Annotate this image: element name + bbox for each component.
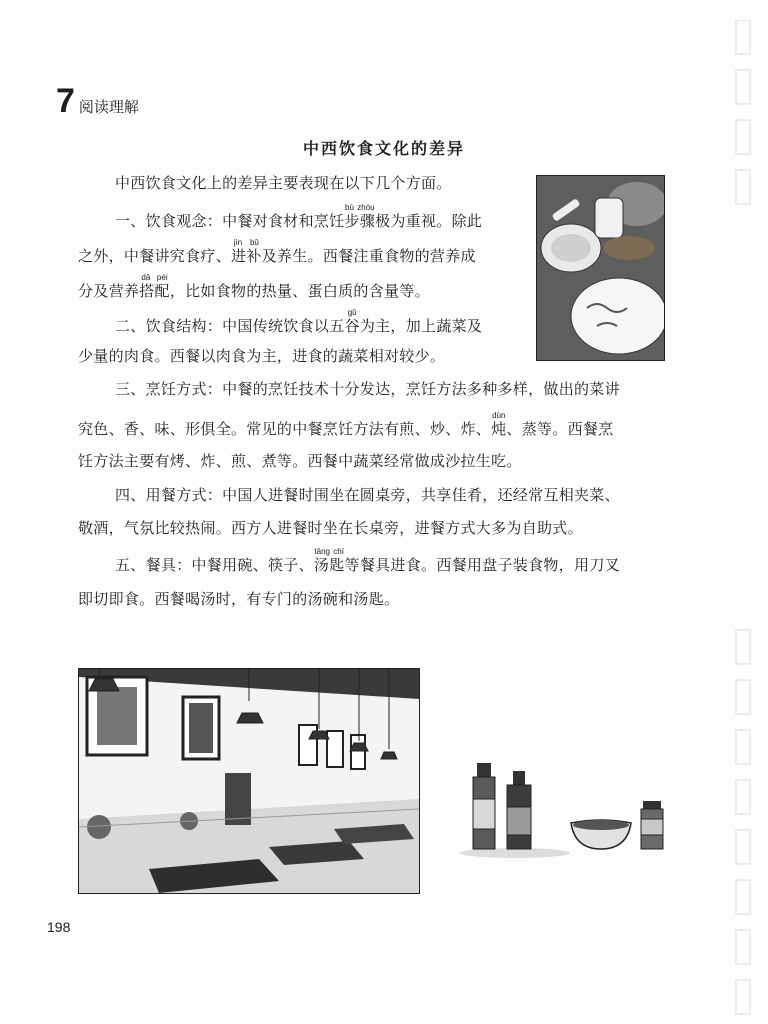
- page-edge-marks: [734, 20, 754, 1020]
- p3-line2: 究色、香、味、形俱全。常见的中餐烹饪方法有煎、炒、炸、炖dùn、蒸等。西餐烹: [78, 411, 614, 438]
- ruby-tangchi: 汤匙tāng chí: [313, 547, 345, 574]
- chapter-title: 阅读理解: [78, 98, 139, 116]
- ruby-gu: 谷gǔ: [344, 308, 360, 335]
- p1-line3: 分及营养搭配dā pèi，比如食物的热量、蛋白质的含量等。: [78, 273, 430, 300]
- p1-line2: 之外，中餐讲究食疗、进补jìn bǔ及养生。西餐注重食物的营养成: [78, 238, 476, 265]
- ruby-dapei: 搭配dā pèi: [139, 273, 170, 300]
- chapter-heading: [56, 84, 139, 118]
- chinese-tableware-photo: [536, 175, 665, 361]
- ruby-jinbu: 进补jìn bǔ: [231, 238, 262, 265]
- p3-line1: 三、烹饪方式：中餐的烹饪技术十分发达，烹饪方法多种多样，做出的菜讲: [115, 380, 620, 398]
- p4-line2: 敬酒，气氛比较热闹。西方人进餐时坐在长桌旁，进餐方式大多为自助式。: [78, 519, 583, 537]
- restaurant-illustration: [78, 668, 420, 894]
- ruby-dun: 炖dùn: [491, 411, 507, 438]
- page-number: 198: [47, 919, 71, 935]
- p1-line1: 一、饮食观念：中餐对食材和烹饪步骤bù zhòu极为重视。除此: [115, 203, 483, 230]
- p3-line3: 饪方法主要有烤、炸、煎、煮等。西餐中蔬菜经常做成沙拉生吃。: [78, 452, 522, 470]
- p2-line1: 二、饮食结构：中国传统饮食以五谷gǔ为主，加上蔬菜及: [115, 308, 483, 335]
- p5-line1: 五、餐具：中餐用碗、筷子、汤匙tāng chí等餐具进食。西餐用盘子装食物，用刀叉: [115, 547, 620, 574]
- ruby-buzhou: 步骤bù zhòu: [344, 203, 376, 230]
- intro-line: 中西饮食文化上的差异主要表现在以下几个方面。: [115, 174, 452, 192]
- condiments-illustration: [455, 755, 675, 865]
- chapter-number: 7: [56, 82, 75, 120]
- p2-line2: 少量的肉食。西餐以肉食为主，进食的蔬菜相对较少。: [78, 347, 446, 365]
- p4-line1: 四、用餐方式：中国人进餐时围坐在圆桌旁，共享佳肴，还经常互相夹菜、: [115, 486, 620, 504]
- article-title: 中西饮食文化的差异: [302, 139, 465, 158]
- p5-line2: 即切即食。西餐喝汤时，有专门的汤碗和汤匙。: [78, 590, 400, 608]
